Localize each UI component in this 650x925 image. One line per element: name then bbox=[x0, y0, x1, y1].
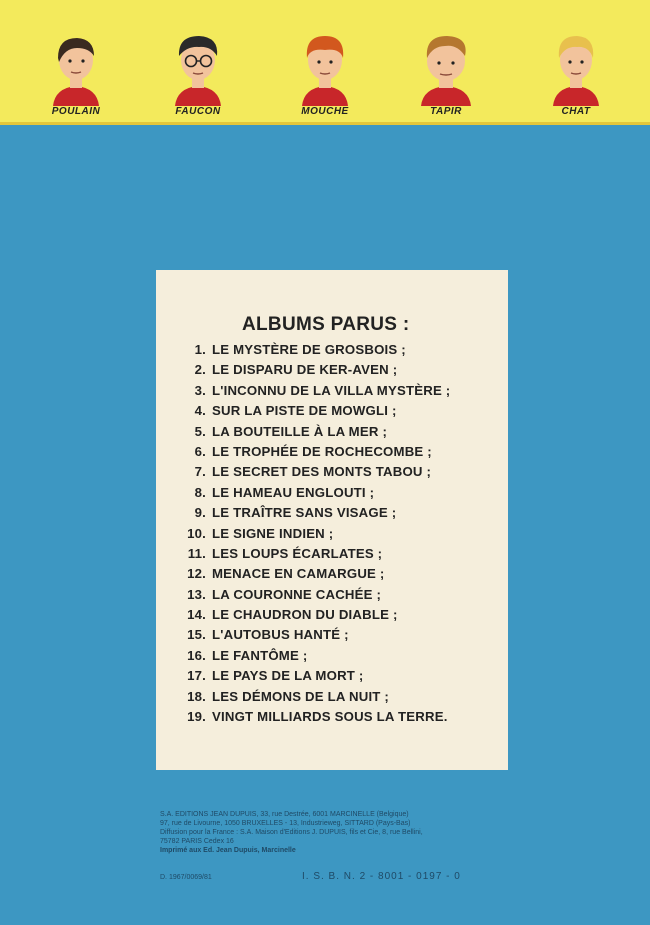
character-name: MOUCHE bbox=[301, 106, 349, 117]
album-title: VINGT MILLIARDS SOUS LA TERRE. bbox=[212, 709, 448, 725]
album-title: LA BOUTEILLE À LA MER ; bbox=[212, 423, 388, 439]
album-number: 13. bbox=[187, 586, 206, 602]
album-number: 18. bbox=[187, 688, 206, 704]
round-face-boy-portrait-icon bbox=[401, 28, 491, 108]
album-title: LE CHAUDRON DU DIABLE ; bbox=[212, 607, 398, 623]
character-name: FAUCON bbox=[175, 106, 221, 117]
blond-boy-portrait-icon bbox=[531, 28, 621, 108]
character-name: TAPIR bbox=[430, 106, 462, 117]
list-item bbox=[182, 526, 508, 546]
album-title: LES LOUPS ÉCARLATES ; bbox=[212, 545, 383, 561]
album-number: 3. bbox=[194, 382, 206, 398]
publisher-line: S.A. EDITIONS JEAN DUPUIS, 33, rue Destrée, 6001 MARCINELLE (Belgique) bbox=[160, 811, 409, 818]
character-poulain bbox=[31, 28, 121, 118]
album-number: 2. bbox=[194, 362, 206, 378]
album-number: 6. bbox=[194, 443, 206, 459]
album-number: 4. bbox=[194, 403, 206, 419]
album-number: 15. bbox=[187, 627, 206, 643]
list-item bbox=[182, 444, 508, 464]
list-item bbox=[182, 566, 508, 586]
album-title: MENACE EN CAMARGUE ; bbox=[212, 566, 385, 582]
list-item bbox=[182, 607, 508, 627]
albums-title: ALBUMS PARUS : bbox=[242, 314, 410, 335]
album-title: LE TRAÎTRE SANS VISAGE ; bbox=[212, 505, 397, 521]
publisher-line: Diffusion pour la France : S.A. Maison d'Editions J. DUPUIS, fils et Cie, 8, rue Bellini, bbox=[160, 829, 423, 836]
legal-deposit-code: D. 1967/0069/81 bbox=[160, 874, 212, 881]
album-number: 8. bbox=[194, 484, 206, 500]
boy-portrait-icon bbox=[31, 28, 121, 108]
album-title: LE MYSTÈRE DE GROSBOIS ; bbox=[212, 342, 406, 357]
album-title: LA COURONNE CACHÉE ; bbox=[212, 586, 382, 602]
album-number: 5. bbox=[194, 423, 206, 439]
album-number: 14. bbox=[187, 607, 206, 623]
album-title: LE HAMEAU ENGLOUTI ; bbox=[212, 484, 375, 500]
list-item bbox=[182, 648, 508, 668]
album-list bbox=[182, 342, 508, 729]
boy-with-glasses-portrait-icon bbox=[153, 28, 243, 108]
album-title: LE DISPARU DE KER-AVEN ; bbox=[212, 362, 398, 378]
list-item bbox=[182, 362, 508, 382]
album-title: LES DÉMONS DE LA NUIT ; bbox=[212, 688, 390, 704]
album-number: 19. bbox=[187, 709, 206, 725]
album-title: L'AUTOBUS HANTÉ ; bbox=[212, 627, 349, 643]
list-item bbox=[182, 627, 508, 647]
publisher-line: 97, rue de Livourne, 1050 BRUXELLES - 13, Industrieweg, SITTARD (Pays-Bas) bbox=[160, 820, 411, 827]
album-title: LE FANTÔME ; bbox=[212, 647, 308, 663]
album-number: 1. bbox=[194, 342, 206, 357]
list-item bbox=[182, 464, 508, 484]
character-faucon bbox=[153, 28, 243, 118]
character-band bbox=[0, 0, 650, 125]
list-item bbox=[182, 689, 508, 709]
publisher-info bbox=[160, 810, 490, 855]
character-chat bbox=[531, 28, 621, 118]
albums-panel bbox=[156, 270, 508, 770]
list-item bbox=[182, 342, 508, 362]
list-item bbox=[182, 546, 508, 566]
album-title: LE PAYS DE LA MORT ; bbox=[212, 668, 364, 684]
album-title: LE SECRET DES MONTS TABOU ; bbox=[212, 464, 432, 480]
album-title: LE SIGNE INDIEN ; bbox=[212, 525, 334, 541]
album-number: 9. bbox=[194, 505, 206, 521]
list-item bbox=[182, 424, 508, 444]
album-number: 17. bbox=[187, 668, 206, 684]
album-number: 7. bbox=[194, 464, 206, 480]
character-tapir bbox=[401, 28, 491, 118]
list-item bbox=[182, 505, 508, 525]
character-name: POULAIN bbox=[51, 106, 101, 117]
list-item bbox=[182, 485, 508, 505]
list-item bbox=[182, 668, 508, 688]
album-number: 12. bbox=[187, 566, 206, 582]
list-item bbox=[182, 587, 508, 607]
list-item bbox=[182, 383, 508, 403]
isbn: I. S. B. N. 2 - 8001 - 0197 - 0 bbox=[302, 871, 461, 882]
album-number: 10. bbox=[187, 525, 206, 541]
list-item bbox=[182, 709, 508, 729]
album-title: L'INCONNU DE LA VILLA MYSTÈRE ; bbox=[212, 382, 451, 398]
publisher-line: 75782 PARIS Cedex 16 bbox=[160, 838, 234, 845]
album-title: LE TROPHÉE DE ROCHECOMBE ; bbox=[212, 443, 432, 459]
red-haired-boy-portrait-icon bbox=[280, 28, 370, 108]
album-title: SUR LA PISTE DE MOWGLI ; bbox=[212, 403, 397, 419]
printer-line: Imprimé aux Ed. Jean Dupuis, Marcinelle bbox=[160, 847, 296, 854]
character-mouche bbox=[280, 28, 370, 118]
album-number: 11. bbox=[187, 545, 206, 561]
character-name: CHAT bbox=[561, 106, 591, 117]
list-item bbox=[182, 403, 508, 423]
album-number: 16. bbox=[187, 647, 206, 663]
